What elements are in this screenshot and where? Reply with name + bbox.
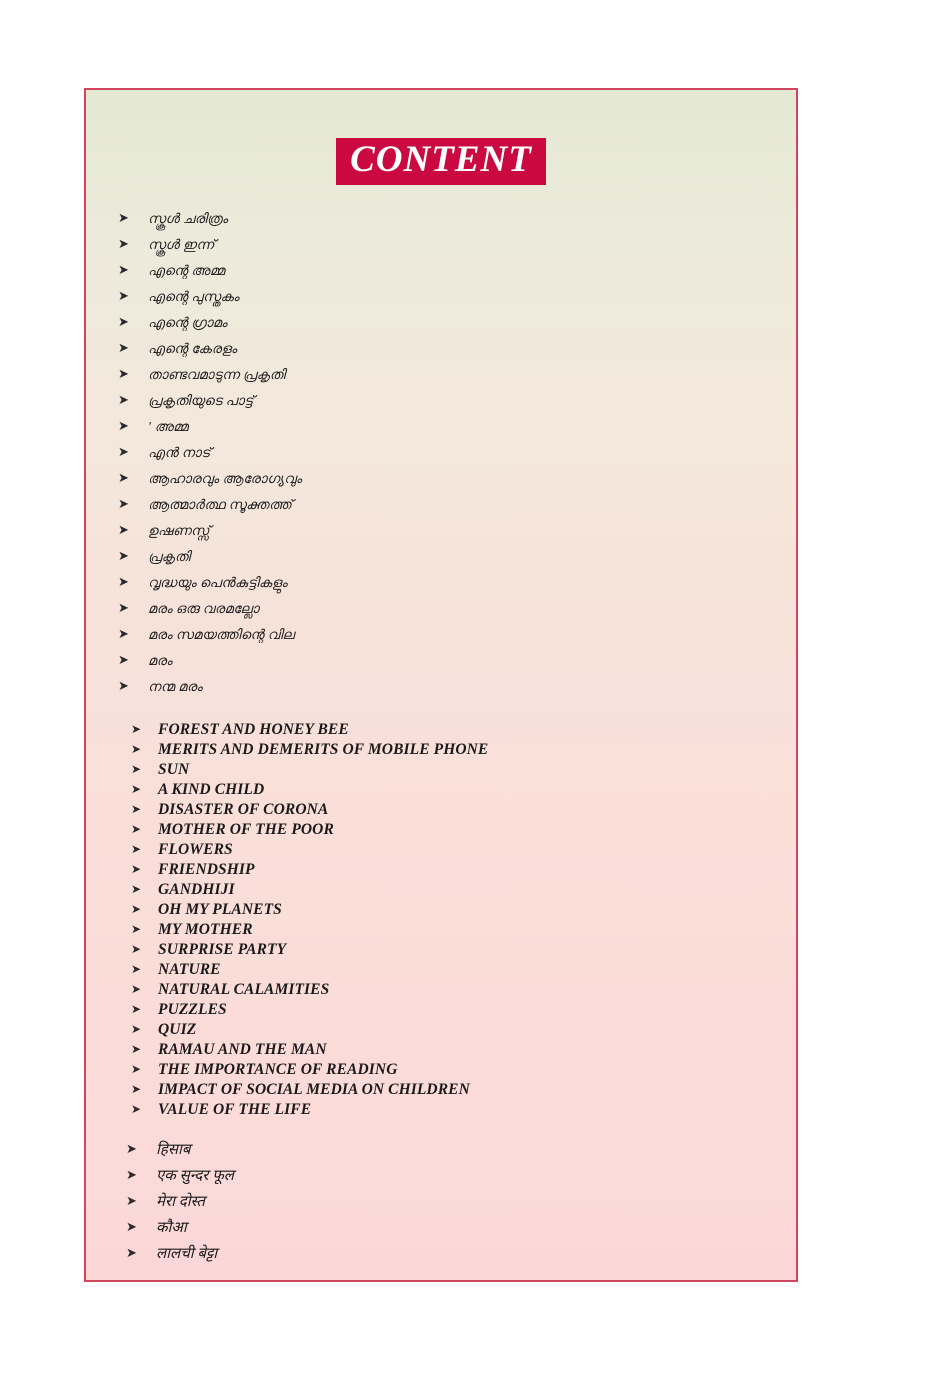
hindi-list [126, 1139, 796, 1269]
list-item [118, 263, 796, 289]
list-item-label: कौआ [156, 1219, 187, 1236]
list-item [118, 679, 796, 705]
list-item-label: मेरा दोस्त [156, 1193, 205, 1210]
arrow-bullet-icon: ➤ [118, 599, 129, 615]
list-item [131, 881, 796, 901]
list-item-label: നന്മ മരം [148, 678, 203, 694]
list-item [131, 841, 796, 861]
arrow-bullet-icon: ➤ [126, 1166, 137, 1182]
arrow-bullet-icon: ➤ [131, 781, 142, 796]
arrow-bullet-icon: ➤ [118, 417, 129, 433]
arrow-bullet-icon: ➤ [118, 651, 129, 667]
list-item [126, 1191, 796, 1217]
list-item [118, 315, 796, 341]
arrow-bullet-icon: ➤ [118, 495, 129, 511]
arrow-bullet-icon: ➤ [118, 677, 129, 693]
list-item-label: MY MOTHER [158, 920, 253, 938]
list-item-label: ' അമ്മ [148, 418, 189, 434]
list-item [131, 1061, 796, 1081]
list-item [118, 445, 796, 471]
list-item [131, 1001, 796, 1021]
list-item [126, 1139, 796, 1165]
list-item [131, 821, 796, 841]
list-item-label: പ്രകൃതിയുടെ പാട്ട് [148, 392, 254, 408]
list-item [118, 211, 796, 237]
list-item [118, 549, 796, 575]
arrow-bullet-icon: ➤ [131, 801, 142, 816]
list-item-label: പ്രകൃതി [148, 548, 191, 564]
list-item-label: സ്കൂൾ ചരിത്രം [148, 210, 228, 226]
list-item [131, 781, 796, 801]
arrow-bullet-icon: ➤ [131, 741, 142, 756]
arrow-bullet-icon: ➤ [131, 721, 142, 736]
list-item [118, 471, 796, 497]
list-item [118, 367, 796, 393]
arrow-bullet-icon: ➤ [126, 1192, 137, 1208]
list-item [118, 419, 796, 445]
list-item-label: സ്കൂൾ ഇന്ന് [148, 236, 215, 252]
list-item-label: SURPRISE PARTY [158, 940, 287, 958]
list-item-label: എന്റെ പുസ്തകം [148, 288, 240, 304]
arrow-bullet-icon: ➤ [118, 235, 129, 251]
arrow-bullet-icon: ➤ [118, 391, 129, 407]
list-item-label: GANDHIJI [158, 880, 235, 898]
list-item-label: എന്റെ അമ്മ [148, 262, 225, 278]
arrow-bullet-icon: ➤ [131, 901, 142, 916]
arrow-bullet-icon: ➤ [118, 339, 129, 355]
list-item [118, 601, 796, 627]
list-item [118, 627, 796, 653]
list-item [126, 1217, 796, 1243]
list-item [131, 901, 796, 921]
list-item-label: लालची बेट्टा [156, 1245, 218, 1262]
content-page [84, 88, 798, 1282]
list-item [118, 393, 796, 419]
arrow-bullet-icon: ➤ [131, 881, 142, 896]
list-item-label: RAMAU AND THE MAN [158, 1040, 327, 1058]
arrow-bullet-icon: ➤ [131, 1041, 142, 1056]
list-item-label: OH MY PLANETS [158, 900, 282, 918]
list-item-label: हिसाब [156, 1141, 191, 1158]
arrow-bullet-icon: ➤ [131, 821, 142, 836]
list-item [118, 653, 796, 679]
arrow-bullet-icon: ➤ [118, 469, 129, 485]
list-item [131, 981, 796, 1001]
malayalam-list [118, 211, 796, 705]
list-item [118, 341, 796, 367]
list-item [118, 289, 796, 315]
arrow-bullet-icon: ➤ [131, 841, 142, 856]
list-item [131, 1101, 796, 1121]
list-item-label: एक सुन्दर फूल [156, 1167, 234, 1184]
arrow-bullet-icon: ➤ [131, 961, 142, 976]
arrow-bullet-icon: ➤ [118, 287, 129, 303]
list-item-label: എൻ നാട് [148, 444, 211, 460]
arrow-bullet-icon: ➤ [118, 443, 129, 459]
list-item-label: ഉഷണസ്സ് [148, 522, 210, 538]
list-item [126, 1243, 796, 1269]
list-item-label: മരം ഒരു വരമല്ലോ [148, 600, 260, 616]
list-item [131, 961, 796, 981]
list-item-label: PUZZLES [158, 1000, 227, 1018]
list-item [131, 921, 796, 941]
arrow-bullet-icon: ➤ [131, 1061, 142, 1076]
list-item-label: എന്റെ ഗ്രാമം [148, 314, 228, 330]
list-item-label: MERITS AND DEMERITS OF MOBILE PHONE [158, 740, 489, 758]
list-item-label: താണ്ടവമാടുന്ന പ്രകൃതി [148, 366, 286, 382]
arrow-bullet-icon: ➤ [131, 941, 142, 956]
arrow-bullet-icon: ➤ [131, 1001, 142, 1016]
list-item [118, 523, 796, 549]
arrow-bullet-icon: ➤ [131, 761, 142, 776]
arrow-bullet-icon: ➤ [118, 313, 129, 329]
list-item-label: ആഹാരവും ആരോഗ്യവും [148, 470, 302, 486]
page-title-wrap [86, 138, 796, 185]
list-item [131, 741, 796, 761]
list-item-label: MOTHER OF THE POOR [158, 820, 334, 838]
list-item-label: NATURE [158, 960, 221, 978]
arrow-bullet-icon: ➤ [118, 365, 129, 381]
list-item-label: VALUE OF THE LIFE [158, 1100, 312, 1118]
english-list [131, 721, 796, 1121]
list-item-label: മരം [148, 652, 173, 668]
arrow-bullet-icon: ➤ [118, 625, 129, 641]
arrow-bullet-icon: ➤ [131, 981, 142, 996]
list-item [131, 801, 796, 821]
list-item [118, 237, 796, 263]
list-item [131, 721, 796, 741]
list-item [118, 575, 796, 601]
list-item-label: എന്റെ കേരളം [148, 340, 237, 356]
list-item [131, 761, 796, 781]
list-item-label: ആത്മാർത്ഥ സൂക്തത്ത് [148, 496, 293, 512]
arrow-bullet-icon: ➤ [131, 1021, 142, 1036]
list-item-label: SUN [158, 760, 190, 778]
list-item-label: A KIND CHILD [158, 780, 265, 798]
list-item [131, 1021, 796, 1041]
arrow-bullet-icon: ➤ [126, 1140, 137, 1156]
list-item [131, 1041, 796, 1061]
page-title: CONTENT [336, 138, 546, 185]
list-item [131, 861, 796, 881]
arrow-bullet-icon: ➤ [131, 861, 142, 876]
arrow-bullet-icon: ➤ [131, 921, 142, 936]
arrow-bullet-icon: ➤ [118, 261, 129, 277]
arrow-bullet-icon: ➤ [126, 1218, 137, 1234]
list-item [118, 497, 796, 523]
list-item-label: വൃദ്ധയും പെൻകുട്ടികളും [148, 574, 288, 590]
list-item-label: മരം സമയത്തിന്റെ വില [148, 626, 295, 642]
arrow-bullet-icon: ➤ [118, 209, 129, 225]
list-item-label: NATURAL CALAMITIES [158, 980, 330, 998]
list-item-label: FLOWERS [158, 840, 233, 858]
list-item-label: FRIENDSHIP [158, 860, 255, 878]
arrow-bullet-icon: ➤ [118, 521, 129, 537]
list-item-label: FOREST AND HONEY BEE [158, 720, 349, 738]
list-item [131, 1081, 796, 1101]
list-item-label: IMPACT OF SOCIAL MEDIA ON CHILDREN [158, 1080, 470, 1098]
arrow-bullet-icon: ➤ [131, 1081, 142, 1096]
arrow-bullet-icon: ➤ [126, 1244, 137, 1260]
list-item-label: THE IMPORTANCE OF READING [158, 1060, 398, 1078]
arrow-bullet-icon: ➤ [118, 547, 129, 563]
arrow-bullet-icon: ➤ [118, 573, 129, 589]
arrow-bullet-icon: ➤ [131, 1101, 142, 1116]
list-item-label: DISASTER OF CORONA [158, 800, 329, 818]
list-item-label: QUIZ [158, 1020, 197, 1038]
list-item [131, 941, 796, 961]
list-item [126, 1165, 796, 1191]
